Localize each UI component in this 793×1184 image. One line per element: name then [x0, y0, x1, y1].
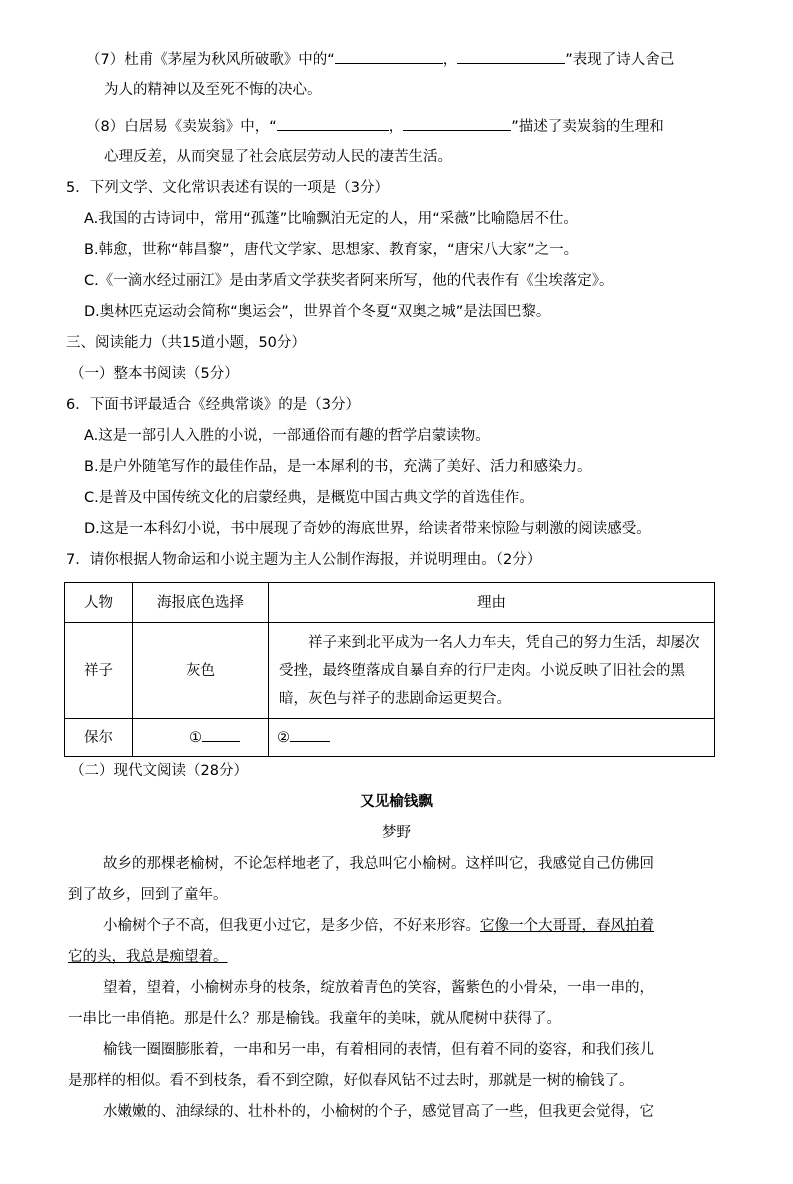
subsection-2-heading: （二）现代文阅读（28分） [70, 763, 248, 779]
table-row [65, 623, 715, 719]
section-3-heading: 三、阅读能力（共15道小题，50分） [66, 335, 306, 351]
row-2-color-cell[interactable] [133, 719, 269, 757]
q7-8-suffix: ”描述了卖炭翁的生理和 [511, 119, 664, 135]
q7-8-blank-2[interactable] [403, 116, 511, 131]
q7-7-blank-1[interactable] [335, 49, 443, 64]
q5-option-b: B.韩愈，世称“韩昌黎”，唐代文学家、思想家、教育家，“唐宋八大家”之一。 [84, 242, 579, 258]
row-2-reason-cell[interactable] [269, 719, 715, 757]
row-1-person: 祥子 [65, 623, 133, 719]
essay-p2-plain: 小榆树个子不高，但我更小过它，是多少倍，不好来形容。 [103, 918, 480, 934]
essay-p2-line2: 它的头，我总是痴望着。 [68, 949, 228, 965]
q5-option-d: D.奥林匹克运动会简称“奥运会”，世界首个冬夏“双奥之城”是法国巴黎。 [84, 304, 551, 320]
q7-8-comma: ， [388, 119, 404, 135]
q5-stem: 5．下列文学、文化常识表述有误的一项是（3分） [66, 180, 389, 196]
row-1-reason: 祥子来到北平成为一名人力车夫，凭自己的努力生活，却屡次受挫，最终堕落成自暴自弃的行尸走肉。小说反映了旧社会的黑暗，灰色与祥子的悲剧命运更契合。 [269, 623, 715, 719]
essay-p5-line1: 水嫩嫩的、油绿绿的、壮朴朴的，小榆树的个子，感觉冒高了一些，但我更会觉得，它 [103, 1104, 654, 1120]
q5-option-c: C.《一滴水经过丽江》是由茅盾文学获奖者阿来所写，他的代表作有《尘埃落定》。 [84, 273, 614, 289]
table-header-row [65, 583, 715, 623]
row-2-reason-marker: ② [277, 729, 290, 746]
q7-7-blank-2[interactable] [457, 49, 565, 64]
q7-8-line1 [86, 116, 664, 137]
essay-p2-line1 [103, 916, 654, 936]
q5-option-a: A.我国的古诗词中，常用“孤蓬”比喻飘泊无定的人，用“采薇”比喻隐居不仕。 [84, 211, 578, 227]
essay-p4-line2: 是那样的相似。看不到枝条，看不到空隙，好似春风钻不过去时，那就是一树的榆钱了。 [68, 1073, 634, 1089]
row-1-color: 灰色 [133, 623, 269, 719]
essay-p1-line2: 到了故乡，回到了童年。 [68, 887, 228, 903]
poster-table [64, 582, 715, 757]
q7-7-line1 [86, 49, 674, 70]
q7-8-prefix: （8）白居易《卖炭翁》中，“ [86, 119, 277, 135]
q7-7-comma: ， [442, 52, 458, 68]
row-2-reason-blank[interactable] [290, 727, 330, 742]
q7-7-suffix: ”表现了诗人舍己 [565, 52, 675, 68]
essay-p3-line2: 一串比一串俏艳。那是什么？那是榆钱。我童年的美味，就从爬树中获得了。 [68, 1011, 561, 1027]
essay-p1-line1: 故乡的那棵老榆树，不论怎样地老了，我总叫它小榆树。这样叫它，我感觉自己仿佛回 [103, 856, 654, 872]
row-2-color-blank[interactable] [202, 727, 240, 742]
essay-p2-underlined: 它像一个大哥哥，春风拍着 [480, 918, 654, 934]
essay-title: 又见榆钱飘 [360, 794, 433, 810]
essay-p3-line1: 望着，望着，小榆树赤身的枝条，绽放着青色的笑容，酱紫色的小骨朵，一串一串的， [103, 980, 654, 996]
table-row [65, 719, 715, 757]
row-2-person: 保尔 [65, 719, 133, 757]
q6-option-c: C.是普及中国传统文化的启蒙经典，是概览中国古典文学的首选佳作。 [84, 490, 534, 506]
subsection-1-heading: （一）整本书阅读（5分） [70, 366, 239, 382]
q6-option-a: A.这是一部引人入胜的小说，一部通俗而有趣的哲学启蒙读物。 [84, 428, 490, 444]
q7-7-line2: 为人的精神以及至死不悔的决心。 [104, 82, 322, 98]
essay-author: 梦野 [382, 825, 411, 841]
q7-stem: 7．请你根据人物命运和小说主题为主人公制作海报，并说明理由。（2分） [66, 552, 542, 568]
q7-8-line2: 心理反差，从而突显了社会底层劳动人民的凄苦生活。 [104, 149, 452, 165]
header-color: 海报底色选择 [133, 583, 269, 623]
q6-stem: 6．下面书评最适合《经典常谈》的是（3分） [66, 397, 360, 413]
header-person: 人物 [65, 583, 133, 623]
q7-7-prefix: （7）杜甫《茅屋为秋风所破歌》中的“ [86, 52, 335, 68]
row-2-color-marker: ① [189, 729, 202, 746]
essay-p4-line1: 榆钱一圈圈膨胀着，一串和另一串，有着相同的表情，但有着不同的姿容，和我们孩儿 [103, 1042, 654, 1058]
q6-option-d: D.这是一本科幻小说，书中展现了奇妙的海底世界，给读者带来惊险与刺激的阅读感受。 [84, 521, 651, 537]
q7-8-blank-1[interactable] [277, 116, 389, 131]
header-reason: 理由 [269, 583, 715, 623]
q6-option-b: B.是户外随笔写作的最佳作品，是一本犀利的书，充满了美好、活力和感染力。 [84, 459, 592, 475]
